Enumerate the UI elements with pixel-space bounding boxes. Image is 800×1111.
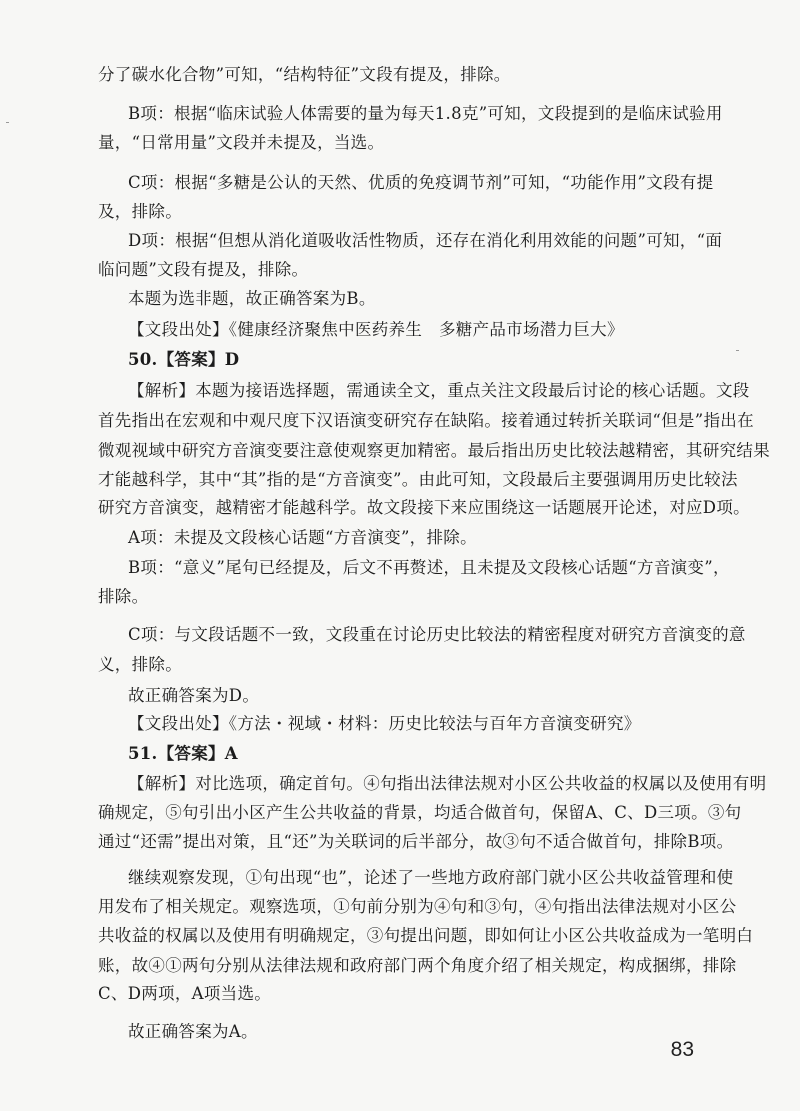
conclusion-line: 故正确答案为D。 bbox=[128, 686, 260, 705]
scan-artifact bbox=[6, 122, 9, 123]
text-line: 确规定，⑤句引出小区产生公共收益的背景，均适合做首句，保留A、C、D三项。③句 bbox=[98, 803, 742, 822]
text-line: 义，排除。 bbox=[98, 655, 182, 674]
option-c-line: C项：与文段话题不一致，文段重在讨论历史比较法的精密程度对研究方音演变的意 bbox=[128, 625, 746, 644]
text-line: 通过“还需”提出对策，且“还”为关联词的后半部分，故③句不适合做首句，排除B项。 bbox=[98, 832, 734, 851]
text-line: 首先指出在宏观和中观尺度下汉语演变研究存在缺陷。接着通过转折关联词“但是”指出在 bbox=[98, 411, 754, 430]
analysis-line: 【解析】对比选项，确定首句。④句指出法律法规对小区公共收益的权属以及使用有明 bbox=[128, 774, 767, 793]
text-line: 及，排除。 bbox=[98, 202, 182, 221]
conclusion-line: 故正确答案为A。 bbox=[128, 1022, 258, 1041]
text-line: 量，“日常用量”文段并未提及，当选。 bbox=[98, 133, 385, 152]
text-line: 账，故④①两句分别从法律法规和政府部门两个角度介绍了相关规定，构成捆绑，排除 bbox=[98, 956, 737, 975]
text-line: 继续观察发现，①句出现“也”，论述了一些地方政府部门就小区公共收益管理和使 bbox=[128, 868, 734, 887]
text-line: C、D两项，A项当选。 bbox=[98, 984, 272, 1003]
option-b-line: B项：根据“临床试验人体需要的量为每天1.8克”可知，文段提到的是临床试验用 bbox=[128, 104, 723, 123]
text-line: 排除。 bbox=[98, 587, 149, 606]
text-line: 共收益的权属以及使用有明确规定，③句提出问题，即如何让小区公共收益成为一笔明白 bbox=[98, 926, 754, 945]
text-line: 微观视域中研究方音演变要注意使观察更加精密。最后指出历史比较法越精密，其研究结果 bbox=[98, 441, 770, 460]
option-c-line: C项：根据“多糖是公认的天然、优质的免疫调节剂”可知，“功能作用”文段有提 bbox=[128, 173, 714, 192]
page-number: 83 bbox=[670, 1038, 694, 1061]
text-line: 研究方音演变，越精密才能越科学。故文段接下来应围绕这一话题展开论述，对应D项。 bbox=[98, 498, 750, 517]
answer-51-line: 51.【答案】A bbox=[128, 744, 238, 763]
text-line: 才能越科学，其中“其”指的是“方音演变”。由此可知，文段最后主要强调用历史比较法 bbox=[98, 470, 738, 489]
text-line: 分了碳水化合物”可知，“结构特征”文段有提及，排除。 bbox=[98, 65, 511, 84]
conclusion-line: 本题为选非题，故正确答案为B。 bbox=[128, 289, 376, 308]
answer-50-line: 50.【答案】D bbox=[128, 350, 240, 369]
text-line: 用发布了相关规定。观察选项，①句前分别为④句和③句，④句指出法律法规对小区公 bbox=[98, 897, 737, 916]
text-line: 临问题”文段有提及，排除。 bbox=[98, 260, 309, 279]
scan-artifact bbox=[736, 350, 739, 351]
source-line: 【文段出处】《方法・视域・材料：历史比较法与百年方音演变研究》 bbox=[128, 714, 641, 733]
source-line: 【文段出处】《健康经济聚焦中医药养生 多糖产品市场潜力巨大》 bbox=[128, 320, 624, 339]
option-a-line: A项：未提及文段核心话题“方音演变”，排除。 bbox=[128, 528, 477, 547]
option-b-line: B项：“意义”尾句已经提及，后文不再赘述，且未提及文段核心话题“方音演变”， bbox=[128, 558, 730, 577]
option-d-line: D项：根据“但想从消化道吸收活性物质，还存在消化利用效能的问题”可知，“面 bbox=[128, 231, 723, 250]
analysis-line: 【解析】本题为接语选择题，需通读全文，重点关注文段最后讨论的核心话题。文段 bbox=[128, 381, 750, 400]
